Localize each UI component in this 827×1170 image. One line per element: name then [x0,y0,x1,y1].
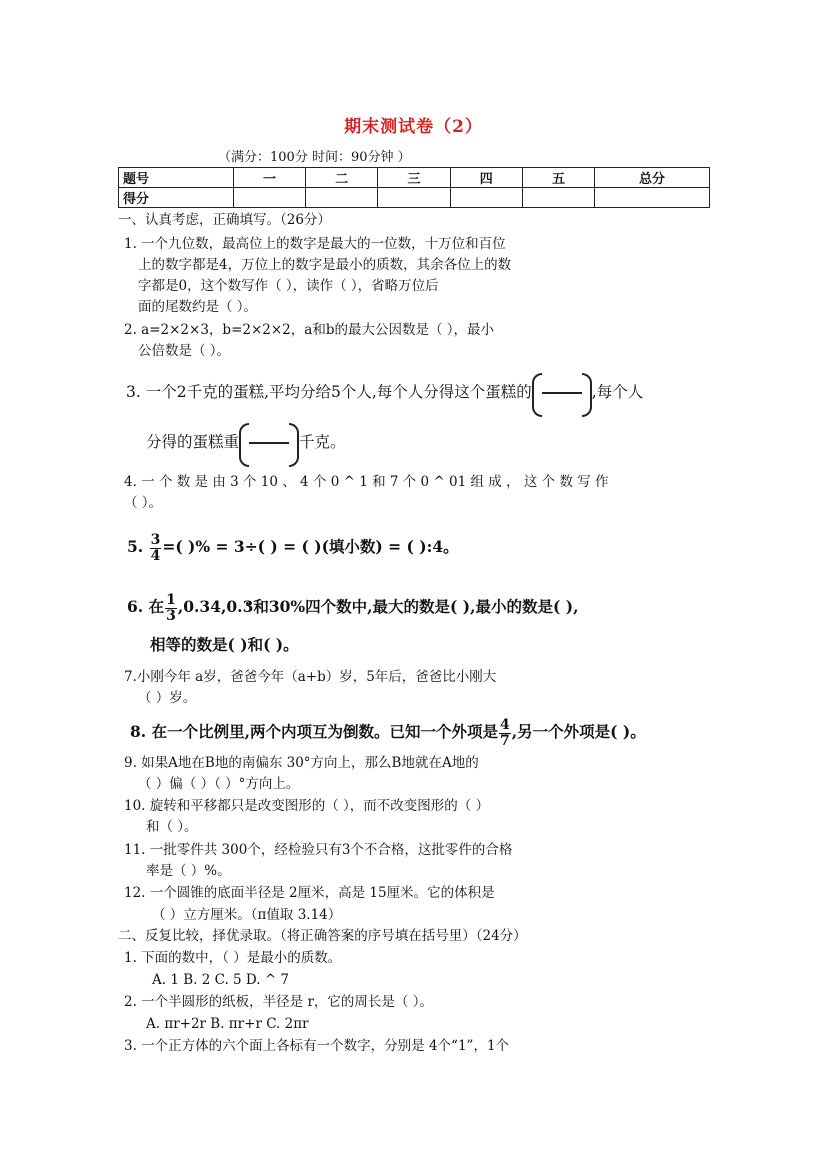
repeating-digit: · 3 [243,597,254,616]
fraction [165,593,177,624]
score-table-header-row [119,168,710,188]
question-3-line [146,422,346,463]
s2-question-1-line: 1. 下面的数中，（ ）是最小的质数。 [124,950,342,966]
question-11-line: 率是（ ）%。 [146,863,231,879]
exam-info: （满分：100分 时间：90分钟 ） [218,150,411,165]
question-6-text: 6. 在 [127,597,165,616]
question-9-line: 9. 如果A地在B地的南偏东 30°方向上，那么B地就在A地的 [124,755,479,771]
s2-question-2-options: A. πr+2r B. πr+r C. 2πr [146,1016,309,1032]
question-12-line: （ ）立方厘米。（π值取 3.14） [152,907,342,923]
question-2-line: 公倍数是（ ）。 [138,343,231,359]
fraction-denominator: 3 [166,607,176,624]
question-3-text: 3. 一个2千克的蛋糕,平均分给5个人,每个人分得这个蛋糕的 [126,383,532,401]
fraction-numerator: 1 [166,591,176,608]
question-9-line: （ ）偏（ ）（ ）°方向上。 [138,776,300,792]
question-3-text: 千克。 [299,433,346,451]
question-1-line: 字都是0，这个数写作（ ），读作（ ），省略万位后 [138,278,439,294]
question-11-line: 11. 一批零件共 300个，经检验只有3个不合格，这批零件的合格 [124,842,513,858]
question-8-text: 8. 在一个比例里,两个内项互为倒数。已知一个外项是 [130,722,498,741]
page-title: 期末测试卷（2） [344,117,483,137]
question-8-text: ,另一个外项是( )。 [511,722,646,741]
question-1-line: 1. 一个九位数，最高位上的数字是最大的一位数，十万位和百位 [124,236,506,252]
answer-blank-fraction[interactable] [239,423,299,463]
table-header-cell: 一 [233,168,305,188]
question-2-line: 2. a=2×2×3，b=2×2×2，a和b的最大公因数是（ ），最小 [124,322,494,338]
table-header-cell: 二 [306,168,378,188]
question-6-line [127,590,578,624]
section-1-heading: 一、认真考虑，正确填写。（26分） [118,212,331,228]
score-row-label: 得分 [119,188,234,208]
s2-question-1-options: A. 1 B. 2 C. 5 D. ^ 7 [152,972,290,988]
question-5-text: =( )% = 3÷( ) = ( )(填小数) = ( ):4。 [162,537,459,556]
question-4-line: 4. 一 个 数 是 由 3 个 10 、 4 个 0 ^ 1 和 7 个 0 ^ 01 组 成 ， 这 个 数 写 作 [124,474,609,490]
question-6-text: 和30%四个数中,最大的数是( ),最小的数是( ), [253,597,579,616]
question-3-text: 分得的蛋糕重 [146,433,240,451]
s2-question-2-line: 2. 一个半圆形的纸板，半径是 r，它的周长是（ ）。 [124,994,433,1010]
score-cell[interactable] [233,188,305,208]
fraction [150,533,162,564]
question-10-line: 10. 旋转和平移都只是改变图形的（ ），而不改变图形的（ ） [124,798,490,814]
question-1-line: 面的尾数约是（ ）。 [138,299,258,315]
score-cell[interactable] [378,188,450,208]
question-6-text: ,0.34,0. [177,597,243,616]
fraction-numerator: 4 [499,716,510,733]
score-table-score-row [119,188,710,208]
score-cell[interactable] [522,188,594,208]
table-header-cell: 总分 [595,168,710,188]
table-header-cell: 三 [378,168,450,188]
s2-question-3-line: 3. 一个正方体的六个面上各标有一个数字，分别是 4个“1”，1个 [124,1038,510,1054]
question-7-line: 7.小刚今年 a岁，爸爸今年（a+b）岁，5年后，爸爸比小刚大 [124,669,497,685]
question-6-line: 相等的数是( )和( )。 [150,635,299,654]
fraction [499,718,511,749]
table-header-cell: 四 [450,168,522,188]
score-cell[interactable] [306,188,378,208]
fraction-denominator: 4 [150,547,161,564]
fraction-denominator: 7 [499,732,510,749]
fraction-numerator: 3 [150,531,161,548]
answer-blank-fraction[interactable] [532,373,592,413]
score-table [118,167,710,208]
question-10-line: 和（ ）。 [146,819,198,835]
score-cell[interactable] [595,188,710,208]
section-2-heading: 二、反复比较，择优录取。（将正确答案的序号填在括号里）（24分） [118,928,527,944]
question-7-line: （ ）岁。 [138,690,197,706]
question-4-line: （ ）。 [124,495,163,511]
question-8-line [130,715,646,749]
question-12-line: 12. 一个圆锥的底面半径是 2厘米，高是 15厘米。它的体积是 [124,885,495,901]
question-3-line [126,372,643,413]
table-header-cell: 五 [522,168,594,188]
score-cell[interactable] [450,188,522,208]
question-5-number: 5. [127,537,144,556]
question-3-text: ,每个人 [591,383,644,401]
table-header-cell: 题号 [119,168,234,188]
question-5-line [127,530,459,564]
question-1-line: 上的数字都是4，万位上的数字是最小的质数，其余各位上的数 [138,257,512,273]
